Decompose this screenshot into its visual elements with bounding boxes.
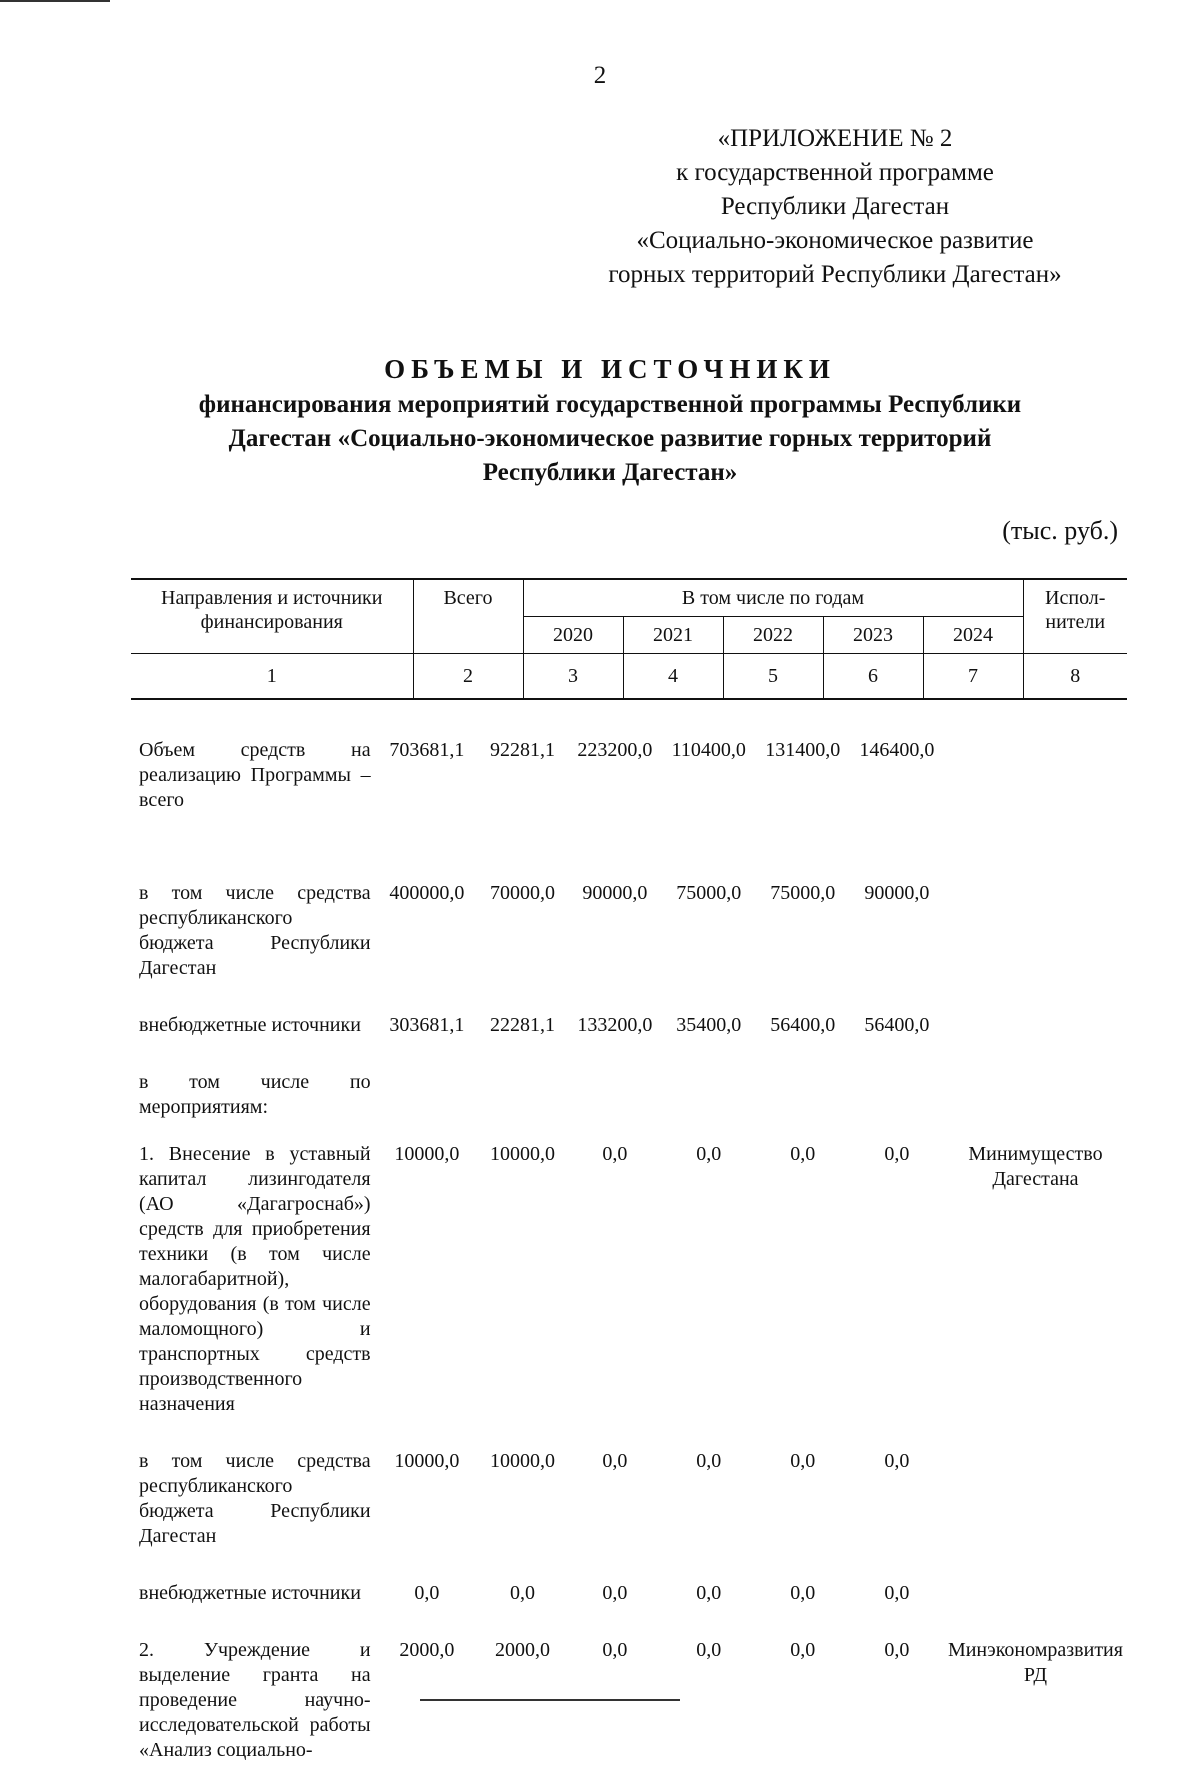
row-value-y2020: 0,0 [509,1582,535,1604]
row-executor [944,738,1127,881]
row-value-y2022: 0,0 [696,1582,722,1604]
row-value-y2020: 22281,1 [489,1014,555,1036]
row-value-y2023: 0,0 [790,1582,816,1604]
table-body [131,738,1127,1785]
column-number: 2 [413,654,523,700]
column-number: 8 [1023,654,1127,700]
row-name: внебюджетные источники [139,1582,361,1604]
row-value-y2023: 56400,0 [770,1014,836,1036]
header-total: Всего [413,579,523,654]
header-year: 2022 [723,617,823,654]
row-executor [944,1581,1127,1638]
row-value-y2020: 10000,0 [489,1143,555,1165]
header-directions: Направления и источники финансирования [131,579,413,654]
table-row [131,1581,1127,1638]
row-name: в том числе средства республиканского бюджета Республики Дагестан [139,1450,371,1547]
column-number: 5 [723,654,823,700]
row-value-y2023: 0,0 [790,1143,816,1165]
row-value-total: 2000,0 [399,1639,455,1661]
row-value-y2020: 2000,0 [494,1639,550,1661]
document-title [110,352,1110,490]
row-value-y2023 [756,1070,850,1142]
row-value-y2020: 92281,1 [489,739,555,761]
units-label: (тыс. руб.) [1002,516,1118,545]
scan-edge-line [420,1699,680,1701]
row-value-total: 10000,0 [394,1450,460,1472]
row-executor [944,1070,1127,1142]
row-name: 1. Внесение в уставный капитал лизингодателя (АО «Дагагроснаб») средств для приобретения техники (в том числе малогабаритной), оборудования (в том числе маломощного) и транспортных средств производственного назначения [139,1143,371,1415]
column-number: 1 [131,654,413,700]
row-value-y2022: 35400,0 [676,1014,742,1036]
row-name: в том числе по мероприятиям: [139,1071,371,1118]
row-value-y2024: 0,0 [884,1450,910,1472]
row-value-y2020 [477,1070,568,1142]
row-value-y2021: 90000,0 [582,882,648,904]
row-value-y2023: 75000,0 [770,882,836,904]
header-year: 2023 [823,617,923,654]
header-by-years: В том числе по годам [523,579,1023,617]
row-value-y2024: 56400,0 [864,1014,930,1036]
row-value-y2021: 0,0 [602,1582,628,1604]
title-line: финансирования мероприятий государственной программы Республики [198,391,1022,418]
row-value-y2022: 75000,0 [676,882,742,904]
row-value-y2021: 223200,0 [577,739,653,761]
table-row [131,738,1127,881]
row-value-y2021: 0,0 [602,1450,628,1472]
row-name: внебюджетные источники [139,1014,361,1036]
appendix-line: «ПРИЛОЖЕНИЕ № 2 [717,125,953,152]
table-row [131,881,1127,1013]
row-value-total: 303681,1 [389,1014,465,1036]
row-value-y2022 [662,1070,756,1142]
appendix-line: «Социально-экономическое развитие [636,227,1034,254]
row-value-y2024: 0,0 [884,1639,910,1661]
title-heading: ОБЪЕМЫ И ИСТОЧНИКИ [384,354,836,384]
row-name: 2. Учреждение и выделение гранта на проведение научно-исследовательской работы «Анализ социально- [139,1639,371,1761]
table-row [131,1449,1127,1581]
row-value-total [377,1070,478,1142]
column-number: 3 [523,654,623,700]
row-value-y2022: 110400,0 [671,739,746,761]
table-header [131,578,1127,700]
row-executor: Минимущество Дагестана [968,1143,1103,1190]
row-value-y2021: 0,0 [602,1639,628,1661]
page-number: 2 [593,62,607,89]
row-value-y2020: 10000,0 [489,1450,555,1472]
appendix-block [540,122,1130,292]
scan-edge-line [0,0,110,2]
row-value-y2020: 70000,0 [489,882,555,904]
column-number: 4 [623,654,723,700]
table-row [131,1013,1127,1070]
row-value-total: 400000,0 [389,882,465,904]
title-line: Дагестан «Социально-экономическое развитие горных территорий [228,425,992,452]
row-value-y2024: 0,0 [884,1582,910,1604]
row-value-y2023: 131400,0 [765,739,841,761]
row-value-y2024: 90000,0 [864,882,930,904]
row-value-y2024: 146400,0 [859,739,935,761]
row-value-total: 10000,0 [394,1143,460,1165]
row-value-y2024: 0,0 [884,1143,910,1165]
header-year: 2021 [623,617,723,654]
table-row [131,1070,1127,1142]
row-value-y2022: 0,0 [696,1639,722,1661]
appendix-line: Республики Дагестан [720,193,950,220]
row-value-y2022: 0,0 [696,1143,722,1165]
row-value-y2021 [568,1070,662,1142]
table-row [131,1142,1127,1449]
row-value-y2023: 0,0 [790,1450,816,1472]
header-year: 2024 [923,617,1023,654]
row-executor [944,881,1127,1013]
column-number: 6 [823,654,923,700]
row-executor [944,1449,1127,1581]
row-executor [944,1013,1127,1070]
appendix-line: к государственной программе [676,159,994,186]
title-line: Республики Дагестан» [482,459,738,486]
row-value-y2023: 0,0 [790,1639,816,1661]
row-name: Объем средств на реализацию Программы – всего [139,739,371,811]
column-number: 7 [923,654,1023,700]
row-value-y2024 [850,1070,944,1142]
row-executor: Минэкономразвития РД [947,1639,1123,1686]
appendix-line: горных территорий Республики Дагестан» [608,261,1062,288]
row-value-y2021: 0,0 [602,1143,628,1165]
header-year: 2020 [523,617,623,654]
row-value-total: 703681,1 [389,739,465,761]
row-name: в том числе средства республиканского бюджета Республики Дагестан [139,882,371,979]
row-value-y2021: 133200,0 [577,1014,653,1036]
row-value-total: 0,0 [414,1582,440,1604]
header-executors: Испол-нители [1023,579,1127,654]
row-value-y2022: 0,0 [696,1450,722,1472]
table-row [131,1638,1127,1785]
